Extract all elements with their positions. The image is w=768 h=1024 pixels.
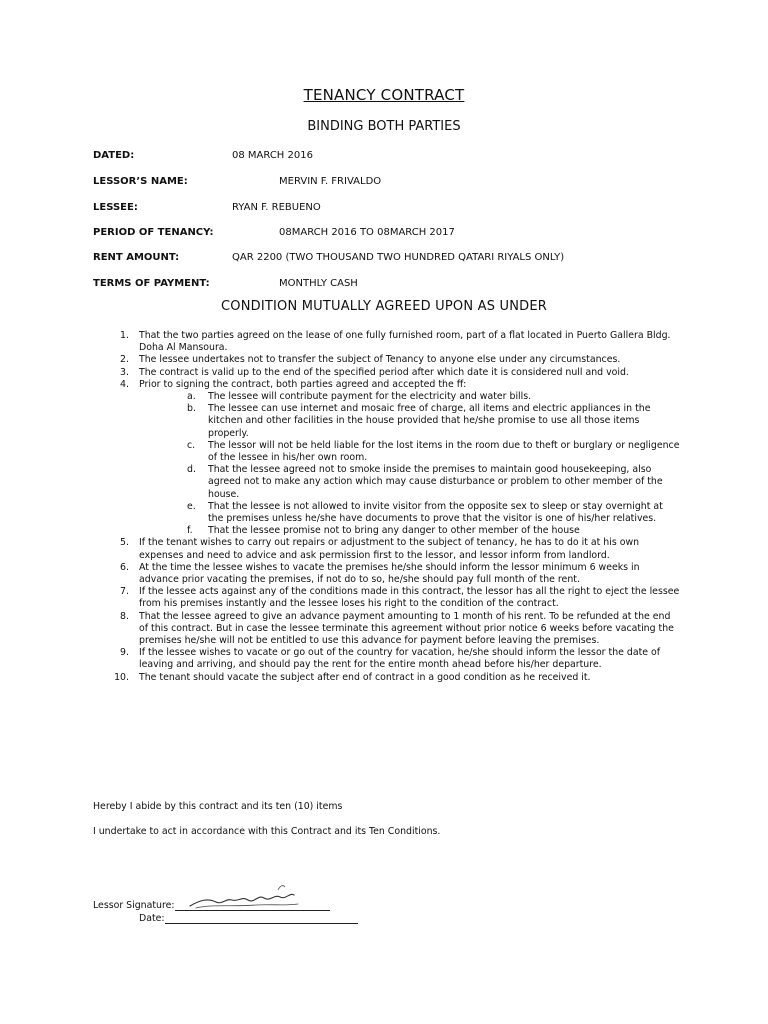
date-row	[139, 913, 358, 924]
field-value: MONTHLY CASH	[279, 278, 358, 289]
sub-item-text: That the lessee is not allowed to invite visitor from the opposite sex to sleep or stay overnight at the premises unless he/she have documents to prove that the visitor is one of his/her relatives.	[208, 500, 663, 525]
item-number: 3.	[120, 366, 129, 378]
field-label: LESSEE:	[93, 202, 138, 213]
sub-item-text: That the lessee agreed not to smoke inside the premises to maintain good housekeeping, also agreed not to make any action which may cause disturbance or problem to other member of the house.	[208, 464, 663, 500]
item-text: The contract is valid up to the end of the specified period after which date it is considered null and void.	[139, 366, 629, 378]
item-number: 5.	[120, 537, 129, 549]
field-lessor-name	[93, 176, 382, 187]
sub-item-letter: e.	[187, 500, 196, 512]
field-value: RYAN F. REBUENO	[232, 202, 321, 213]
list-item	[110, 367, 680, 379]
item-number: 10.	[114, 671, 129, 683]
sub-item	[110, 440, 680, 464]
field-value: 08 MARCH 2016	[232, 150, 313, 161]
sub-item	[110, 501, 680, 525]
sub-item	[110, 391, 680, 403]
sub-item	[110, 525, 680, 537]
item-text: If the lessee acts against any of the conditions made in this contract, the lessor has all the right to eject the lessee from his premises instantly and the lessee loses his right to the condition of the contract.	[139, 586, 680, 610]
sub-item-letter: f.	[187, 525, 193, 537]
item-text: That the two parties agreed on the lease of one fully furnished room, part of a flat located in Puerto Gallera Bldg. Doha Al Mansoura.	[139, 330, 671, 354]
field-dated	[93, 150, 313, 161]
field-label: TERMS OF PAYMENT:	[93, 278, 210, 289]
list-item	[110, 672, 680, 684]
abide-statement: Hereby I abide by this contract and its ten (10) items	[93, 801, 343, 812]
list-item	[110, 330, 680, 354]
date-line[interactable]	[165, 913, 358, 924]
sub-item-text: The lessee will contribute payment for the electricity and water bills.	[208, 391, 532, 403]
list-item	[110, 354, 680, 366]
list-item	[110, 611, 680, 648]
conditions-list	[110, 330, 680, 684]
item-text: If the tenant wishes to carry out repairs or adjustment to the subject of tenancy, he has to do it at his own expenses and need to advice and ask permission first to the lessor, and lessor inform from landlord.	[139, 537, 640, 561]
field-lessee	[93, 202, 321, 213]
list-item	[110, 537, 680, 561]
field-value: QAR 2200 (TWO THOUSAND TWO HUNDRED QATARI RIYALS ONLY)	[232, 252, 565, 263]
field-value: MERVIN F. FRIVALDO	[279, 176, 382, 187]
sub-item-text: The lessee can use internet and mosaic free of charge, all items and electric appliances in the kitchen and other facilities in the house provided that he/she promise to use all those items properly.	[208, 403, 651, 439]
item-number: 6.	[120, 561, 129, 573]
undertake-statement: I undertake to act in accordance with this Contract and its Ten Conditions.	[93, 826, 441, 837]
list-item	[110, 562, 680, 586]
sub-item-letter: c.	[187, 439, 196, 451]
item-text: That the lessee agreed to give an advance payment amounting to 1 month of his rent. To be refunded at the end of this contract. But in case the lessee terminate this agreement without prior notice 6 weeks before vacating the premises he/she will not be entitled to use this advance for payment before leaving the premises.	[139, 610, 674, 647]
conditions-heading: CONDITION MUTUALLY AGREED UPON AS UNDER	[220, 299, 547, 314]
item-number: 4.	[120, 378, 129, 390]
item-number: 8.	[120, 610, 129, 622]
lessor-signature-label: Lessor Signature:	[93, 900, 175, 911]
document-subtitle: BINDING BOTH PARTIES	[307, 119, 461, 134]
document-title: TENANCY CONTRACT	[303, 86, 465, 104]
sub-item-text: That the lessee promise not to bring any danger to other member of the house	[208, 525, 580, 537]
item-text: Prior to signing the contract, both parties agreed and accepted the ff:	[139, 378, 467, 390]
item-text: The tenant should vacate the subject after end of contract in a good condition as he received it.	[139, 671, 591, 683]
sub-item-text: The lessor will not be held liable for the lost items in the room due to theft or burglary or negligence of the lessee in his/her own room.	[208, 439, 680, 464]
list-item	[110, 379, 680, 391]
list-item	[110, 647, 680, 671]
sub-item	[110, 403, 680, 440]
field-value: 08MARCH 2016 TO 08MARCH 2017	[279, 227, 455, 238]
field-terms-of-payment	[93, 278, 358, 289]
item-number: 7.	[120, 586, 129, 598]
field-label: LESSOR’S NAME:	[93, 176, 188, 187]
item-number: 1.	[120, 330, 129, 341]
item-text: At the time the lessee wishes to vacate the premises he/she should inform the lessor minimum 6 weeks in advance prior vacating the premises, if not do to so, he/she should pay full month of the rent.	[139, 561, 640, 586]
date-label: Date:	[139, 913, 165, 924]
item-text: The lessee undertakes not to transfer the subject of Tenancy to anyone else under any circumstances.	[139, 354, 621, 366]
item-text: If the lessee wishes to vacate or go out of the country for vacation, he/she should inform the lessor the date of leaving and arriving, and should pay the rent for the entire month ahead before his/her departure.	[139, 647, 661, 671]
sub-item-letter: b.	[187, 403, 196, 415]
sub-item	[110, 464, 680, 501]
sub-item-letter: d.	[187, 464, 196, 476]
field-label: PERIOD OF TENANCY:	[93, 227, 214, 238]
item-number: 9.	[120, 647, 129, 659]
field-label: RENT AMOUNT:	[93, 252, 180, 263]
item-number: 2.	[120, 354, 129, 366]
lessor-signature-line[interactable]	[175, 900, 330, 911]
sub-item-letter: a.	[187, 391, 196, 403]
field-period-of-tenancy	[93, 227, 455, 238]
list-item	[110, 586, 680, 610]
field-rent-amount	[93, 252, 565, 263]
lessor-signature-row	[93, 900, 330, 911]
field-label: DATED:	[93, 150, 135, 161]
